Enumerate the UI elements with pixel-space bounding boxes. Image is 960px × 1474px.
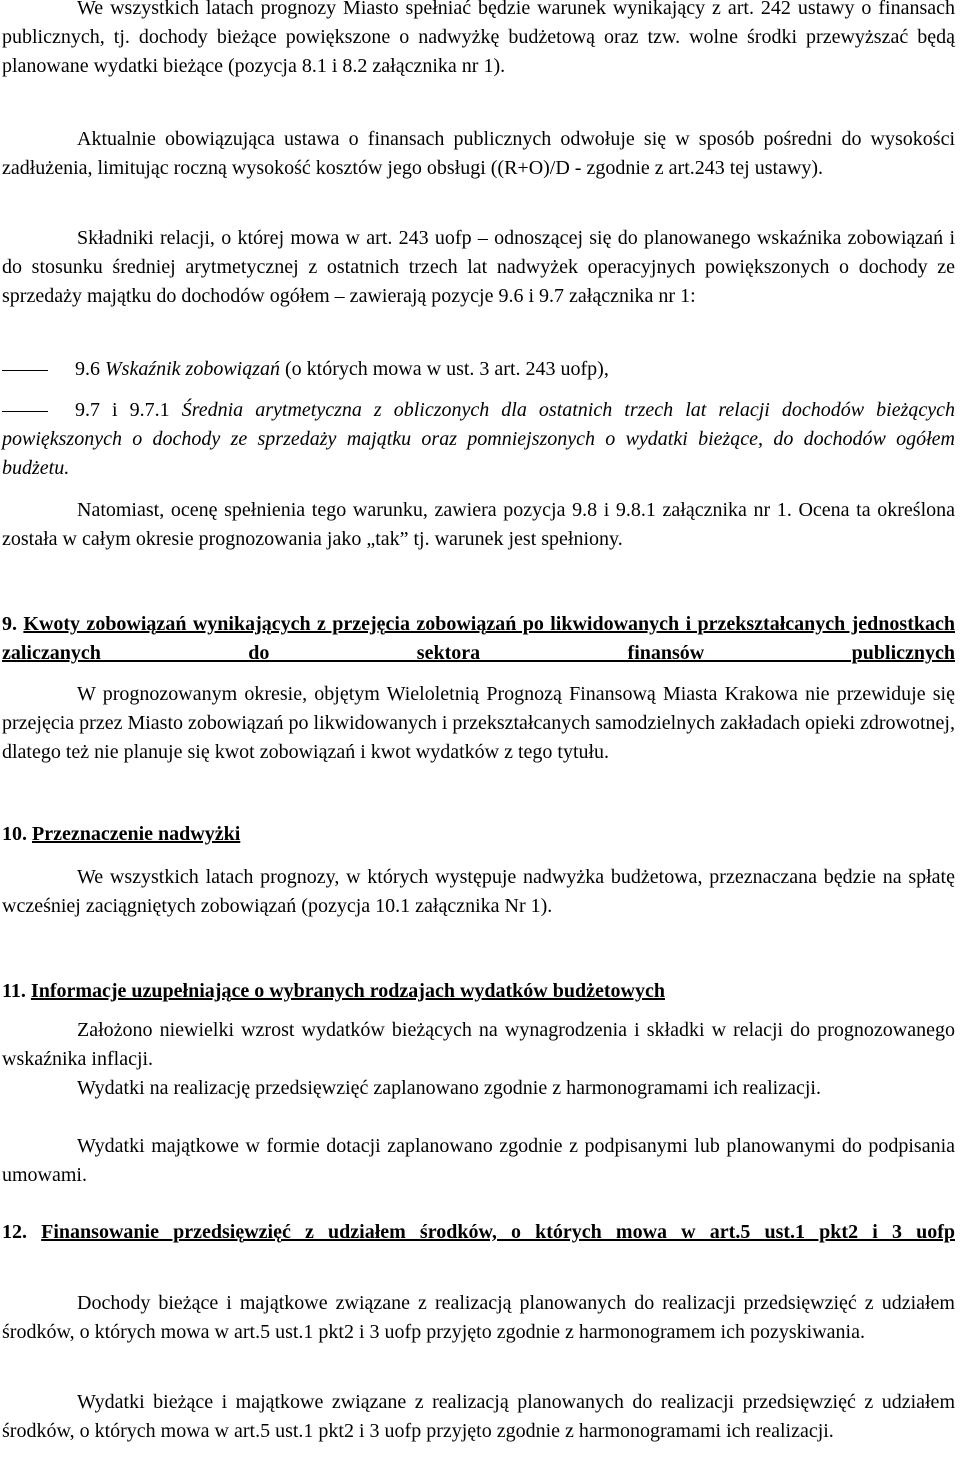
section-number: 12. bbox=[2, 1221, 27, 1243]
section-number: 9. bbox=[2, 613, 17, 635]
section-title: Finansowanie przedsięwzięć z udziałem środków, o których mowa w art.5 ust.1 pkt2 i 3 uofp bbox=[41, 1221, 955, 1243]
section-title: Przeznaczenie nadwyżki bbox=[32, 823, 241, 845]
paragraph-ustawa-zadluzenie: Aktualnie obowiązująca ustawa o finansach publicznych odwołuje się w sposób pośredni do wysokości zadłużenia, limitując roczną wysokość kosztów jego obsługi ((R+O)/D - zgodnie z art.243 tej ustawy). bbox=[2, 128, 955, 179]
section-title: Kwoty zobowiązań wynikających z przejęcia zobowiązań po likwidowanych i przekształcanych jednostkach zaliczanych do sektora finansów publicznych bbox=[2, 613, 955, 664]
section-number: 10. bbox=[2, 823, 27, 845]
section-title: Informacje uzupełniające o wybranych rodzajach wydatków budżetowych bbox=[30, 980, 665, 1002]
section-10-heading bbox=[2, 820, 955, 849]
list-item-lead: 9.6 bbox=[75, 358, 105, 380]
list-dash bbox=[2, 370, 48, 371]
section-10-paragraph: We wszystkich latach prognozy, w których występuje nadwyżka budżetowa, przeznaczana będzie na spłatę wcześniej zaciągniętych zobowiązań (pozycja 10.1 załącznika Nr 1). bbox=[2, 866, 955, 917]
list-item-lead: 9.7 i 9.7.1 bbox=[75, 399, 182, 421]
list-item-9-6 bbox=[75, 355, 955, 384]
list-item-italic: Średnia arytmetyczna z obliczonych dla ostatnich trzech lat relacji dochodów bieżących powiększonych o dochody ze sprzedaży majątku oraz pomniejszonych o wydatki bieżące, do dochodów ogółem budżetu. bbox=[2, 399, 955, 479]
section-12-heading bbox=[2, 1218, 955, 1247]
section-12-paragraph-1: Dochody bieżące i majątkowe związane z realizacją planowanych do realizacji przedsięwzięć z udziałem środków, o których mowa w art.5 ust.1 pkt2 i 3 uofp przyjęto zgodnie z harmonogramem ich pozyskiwania. bbox=[2, 1292, 955, 1343]
section-11-paragraph-1: Założono niewielki wzrost wydatków bieżących na wynagrodzenia i składki w relacji do prognozowanego wskaźnika inflacji. bbox=[2, 1019, 955, 1070]
section-11-heading bbox=[2, 977, 955, 1006]
section-9-paragraph: W prognozowanym okresie, objętym Wieloletnią Prognozą Finansową Miasta Krakowa nie przewiduje się przejęcia przez Miasto zobowiązań po likwidowanych i przekształcanych samodzielnych zakładach opieki zdrowotnej, dlatego też nie planuje się kwot zobowiązań i kwot wydatków z tego tytułu. bbox=[2, 683, 955, 763]
section-11-paragraph-2: Wydatki na realizację przedsięwzięć zaplanowano zgodnie z harmonogramami ich realizacji. bbox=[77, 1077, 821, 1099]
paragraph-skladniki-relacji: Składniki relacji, o której mowa w art. 243 uofp – odnoszącej się do planowanego wskaźnika zobowiązań i do stosunku średniej arytmetycznej z ostatnich trzech lat nadwyżek operacyjnych powiększonych o dochody ze sprzedaży majątku do dochodów ogółem – zawierają pozycje 9.6 i 9.7 załącznika nr 1: bbox=[2, 227, 955, 307]
section-12-paragraph-2: Wydatki bieżące i majątkowe związane z realizacją planowanych do realizacji przedsięwzięć z udziałem środków, o których mowa w art.5 ust.1 pkt2 i 3 uofp przyjęto zgodnie z harmonogramami ich realizacji. bbox=[2, 1391, 955, 1442]
section-9-heading bbox=[2, 610, 955, 668]
section-number: 11. bbox=[2, 980, 26, 1002]
list-item-rest: (o których mowa w ust. 3 art. 243 uofp), bbox=[280, 358, 609, 380]
list-item-9-7 bbox=[2, 396, 955, 483]
paragraph-art-242: We wszystkich latach prognozy Miasto spełniać będzie warunek wynikający z art. 242 ustawy o finansach publicznych, tj. dochody bieżące powiększone o nadwyżkę budżetową oraz tzw. wolne środki przewyższać będą planowane wydatki bieżące (pozycja 8.1 i 8.2 załącznika nr 1). bbox=[2, 0, 955, 77]
section-11-paragraph-3: Wydatki majątkowe w formie dotacji zaplanowano zgodnie z podpisanymi lub planowanymi do podpisania umowami. bbox=[2, 1135, 955, 1186]
paragraph-ocena-warunku: Natomiast, ocenę spełnienia tego warunku, zawiera pozycja 9.8 i 9.8.1 załącznika nr 1. Ocena ta określona została w całym okresie prognozowania jako „tak” tj. warunek jest spełniony. bbox=[2, 499, 955, 550]
list-item-italic: Wskaźnik zobowiązań bbox=[105, 358, 280, 380]
